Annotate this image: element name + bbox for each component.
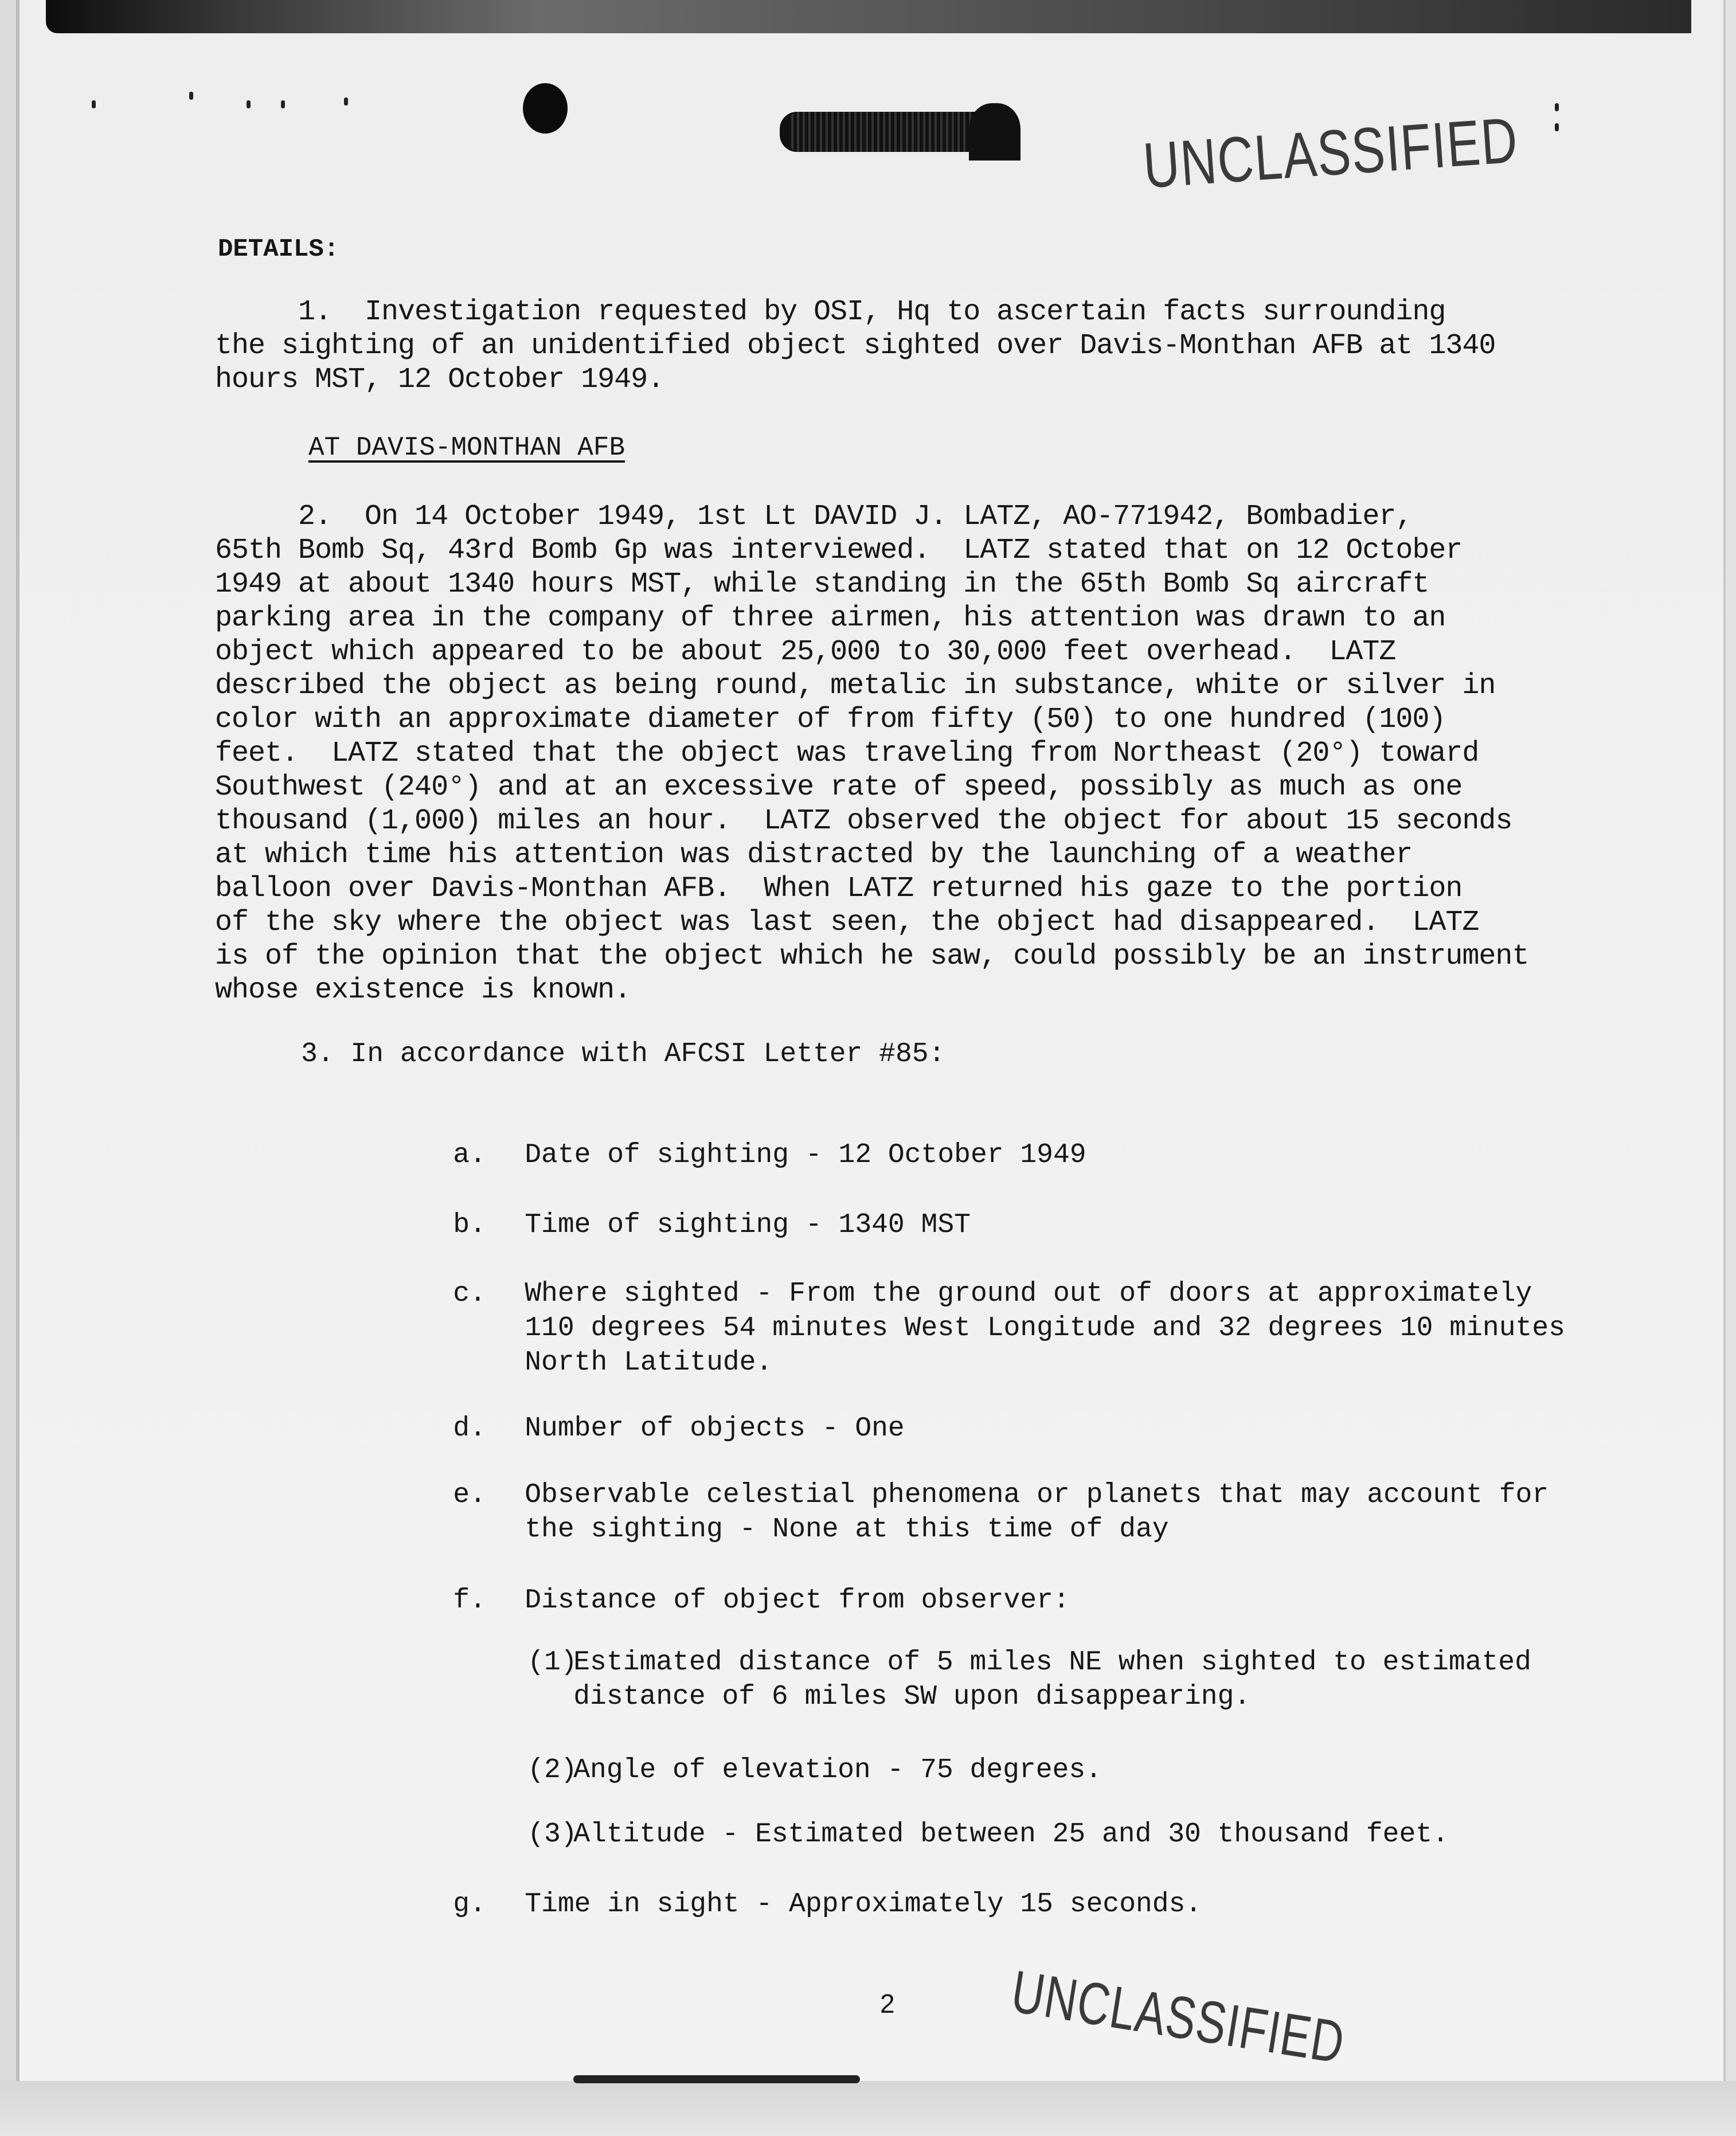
sub-item-text: Angle of elevation - 75 degrees. xyxy=(573,1755,1102,1786)
redaction-blot xyxy=(969,103,1021,161)
page-number: 2 xyxy=(880,1989,895,2018)
speck xyxy=(281,100,285,108)
scan-top-shadow xyxy=(46,0,1691,33)
scan-bottom-smudge xyxy=(573,2075,860,2083)
paragraph-2: 2. On 14 October 1949, 1st Lt DAVID J. LATZ, AO-771942, Bombadier, 65th Bomb Sq, 43rd Bomb Gp was interviewed. LATZ stated that on 12 October 1949 at about 1340 hours MST, while standing in the 65th Bomb Sq aircraft parking area in the company of three airmen, his attention was drawn to an object which appeared to be about 25,000 to 30,000 feet overhead. LATZ described the object as being round, metalic in substance, white or silver in color with an approximate diameter of from fifty (50) to one hundred (100) feet. LATZ stated that the object was traveling from Northeast (20°) toward Southwest (240°) and at an excessive rate of speed, possibly as much as one thousand (1,000) miles an hour. LATZ observed the object for about 15 seconds at which time his attention was distracted by the launching of a weather balloon over Davis-Monthan AFB. When LATZ returned his gaze to the portion of the sky where the object was last seen, the object had disappeared. LATZ is of the opinion that the object which he saw, could possibly be an instrument whose existence is known. xyxy=(215,500,1529,1007)
sub-item-text: Estimated distance of 5 miles NE when sighted to estimated distance of 6 miles SW upon disappearing. xyxy=(573,1647,1531,1712)
item-label: d. xyxy=(453,1413,486,1444)
scan-right-edge xyxy=(1723,0,1736,2136)
item-label: e. xyxy=(453,1480,486,1511)
sub-item-label: (1) xyxy=(527,1647,577,1678)
unclassified-stamp-bottom: UNCLASSIFIED xyxy=(1007,1958,1350,2077)
item-text: Observable celestial phenomena or planets that may account for the sighting - None at this time of day xyxy=(525,1480,1549,1545)
sub-item-text: Altitude - Estimated between 25 and 30 thousand feet. xyxy=(573,1819,1449,1850)
item-label: a. xyxy=(453,1140,486,1171)
scan-left-edge xyxy=(0,0,19,2136)
sub-item-label: (2) xyxy=(527,1755,577,1786)
item-text: Distance of object from observer: xyxy=(525,1585,1070,1616)
paragraph-3-intro: 3. In accordance with AFCSI Letter #85: xyxy=(301,1039,945,1070)
speck xyxy=(1555,103,1559,111)
list-item-g xyxy=(387,1853,1202,1956)
paragraph-1: 1. Investigation requested by OSI, Hq to ascertain facts surrounding the sighting of an unidentified object sighted over Davis-Monthan AFB at 1340 hours MST, 12 October 1949. xyxy=(215,296,1496,396)
speck xyxy=(344,97,348,105)
item-label: g. xyxy=(453,1889,486,1920)
scan-bottom-edge xyxy=(0,2081,1736,2136)
speck xyxy=(247,100,251,108)
unclassified-stamp-top: UNCLASSIFIED xyxy=(1141,104,1520,202)
item-text: Number of objects - One xyxy=(525,1413,905,1444)
punch-hole xyxy=(523,83,568,134)
item-label: b. xyxy=(453,1210,486,1241)
item-text: Time of sighting - 1340 MST xyxy=(525,1210,971,1241)
item-text: Time in sight - Approximately 15 seconds. xyxy=(525,1889,1202,1920)
item-text: Where sighted - From the ground out of doors at approximately 110 degrees 54 minutes West Longitude and 32 degrees 10 minutes North Latitude. xyxy=(525,1278,1565,1378)
item-label: f. xyxy=(453,1585,486,1616)
redacted-classification-stamp xyxy=(780,112,977,152)
section-subheading: AT DAVIS-MONTHAN AFB xyxy=(308,433,625,463)
details-heading: DETAILS: xyxy=(218,235,339,264)
item-text: Date of sighting - 12 October 1949 xyxy=(525,1140,1086,1171)
item-label: c. xyxy=(453,1278,486,1309)
speck xyxy=(92,100,96,108)
speck xyxy=(189,92,193,100)
sub-item-label: (3) xyxy=(527,1819,577,1850)
speck xyxy=(1555,123,1559,131)
